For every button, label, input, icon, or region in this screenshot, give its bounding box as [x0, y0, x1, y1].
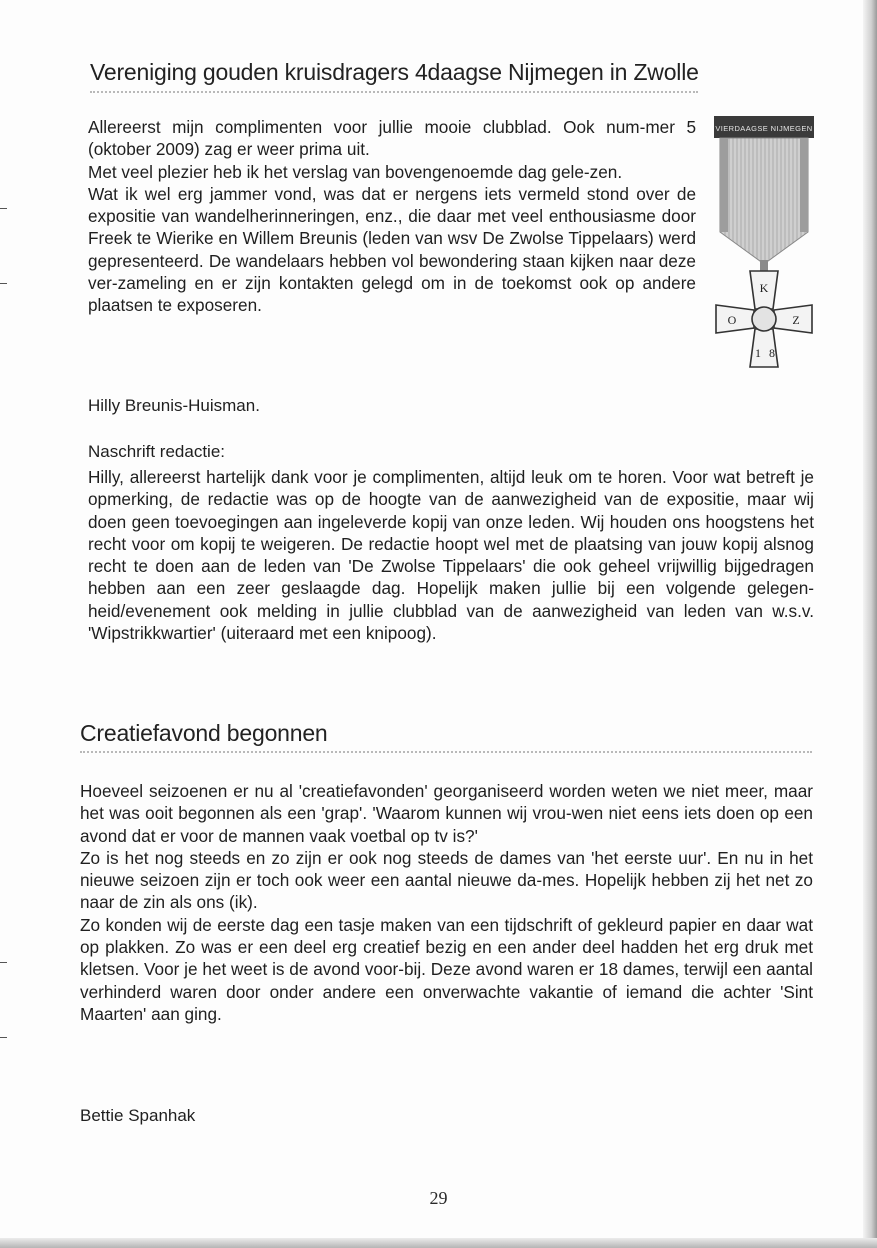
cross-letter: O	[727, 313, 737, 327]
medal-illustration	[712, 114, 816, 376]
page-number: 29	[429, 1188, 448, 1208]
article1-paragraph: Wat ik wel erg jammer vond, was dat er nergens iets vermeld stond over de expositie van wandelherinneringen, enz., die daar met veel enthousiasme door Freek te Wierike en Willem Breunis (leden van wsv De Zwolse Tippelaars) werd gepresenteerd. De wandelaars hebben vol bewondering staan kijken naar deze ver-zameling en er zijn kontakten gelegd om in de toekomst ook op andere plaatsen te exposeren.	[88, 183, 696, 316]
cross-letter: K	[759, 281, 769, 295]
cross-letter: 1	[755, 346, 761, 360]
article2-paragraph: Zo konden wij de eerste dag een tasje maken van een tijdschrift of gekleurd papier en daar wat op plakken. Zo was er een deel erg creatief bezig en een ander deel hadden het erg druk met kletsen. Voor je het weet is de avond voor-bij. Deze avond waren er 18 dames, terwijl een aantal verhinderd waren door onder andere een onverwachte vakantie of iemand die achter 'Sint Maarten' aan ging.	[80, 914, 813, 1024]
article2-paragraph: Zo is het nog steeds en zo zijn er ook nog steeds de dames van 'het eerste uur'. En nu in het nieuwe seizoen zijn er toch ook weer een aantal nieuwe da-mes. Hopelijk hebben zij het net zo naar de zin als ons (ik).	[80, 847, 813, 913]
article1-signature: Hilly Breunis-Huisman.	[88, 396, 260, 415]
page-edge-shadow	[0, 1238, 877, 1248]
article2-signature: Bettie Spanhak	[80, 1106, 196, 1125]
cross-letter: Z	[792, 313, 800, 327]
margin-tick	[0, 962, 7, 963]
article2-body	[80, 780, 813, 1025]
title-underline	[80, 751, 812, 753]
margin-tick	[0, 283, 7, 284]
article1-body	[88, 116, 696, 317]
ribbon-bar-text: VIERDAAGSE NIJMEGEN	[715, 124, 813, 133]
page-edge-shadow	[863, 0, 877, 1248]
margin-tick	[0, 208, 7, 209]
cross-letter: 8	[769, 346, 775, 360]
editor-note-heading: Naschrift redactie:	[88, 442, 225, 461]
article2-paragraph: Hoeveel seizoenen er nu al 'creatiefavonden' georganiseerd worden weten we niet meer, maar het was ooit begonnen als een 'grap'. 'Waarom kunnen wij vrou-wen niet eens iets doen op een avond dat er voor de mannen vaak voetbal op tv is?'	[80, 781, 813, 846]
editor-note-body	[88, 466, 814, 644]
medal-ribbon	[720, 138, 808, 264]
editor-note-text: Hilly, allereerst hartelijk dank voor je complimenten, altijd leuk om te horen. Voor wat betreft je opmerking, de redactie was op de hoogte van de aanwezigheid van de expositie, maar wij doen geen toevoegingen aan ingeleverde kopij van onze leden. Wij houden ons hoogstens het recht voor om kopij te weigeren. De redactie hoopt wel met de plaatsing van jouw kopij alsnog recht te doen aan de leden van 'De Zwolse Tippelaars' die ook geheel vrijwillig bijgedragen hebben aan een zeer geslaagde dag. Hopelijk maken jullie bij een volgende gelegen-heid/evenement ook melding in jullie clubblad van de aanwezigheid van leden van w.s.v. 'Wipstrikkwartier' (uiteraard met een knipoog).	[88, 467, 814, 644]
article2-title: Creatiefavond begonnen	[80, 720, 328, 746]
title-underline	[90, 91, 698, 93]
article1-title: Vereniging gouden kruisdragers 4daagse Nijmegen in Zwolle	[90, 59, 699, 85]
article1-paragraph: Allereerst mijn complimenten voor jullie mooie clubblad. Ook num-mer 5 (oktober 2009) zag er weer prima uit.	[88, 117, 696, 160]
article1-paragraph: Met veel plezier heb ik het verslag van bovengenoemde dag gele-zen.	[88, 161, 623, 182]
margin-tick	[0, 1037, 7, 1038]
